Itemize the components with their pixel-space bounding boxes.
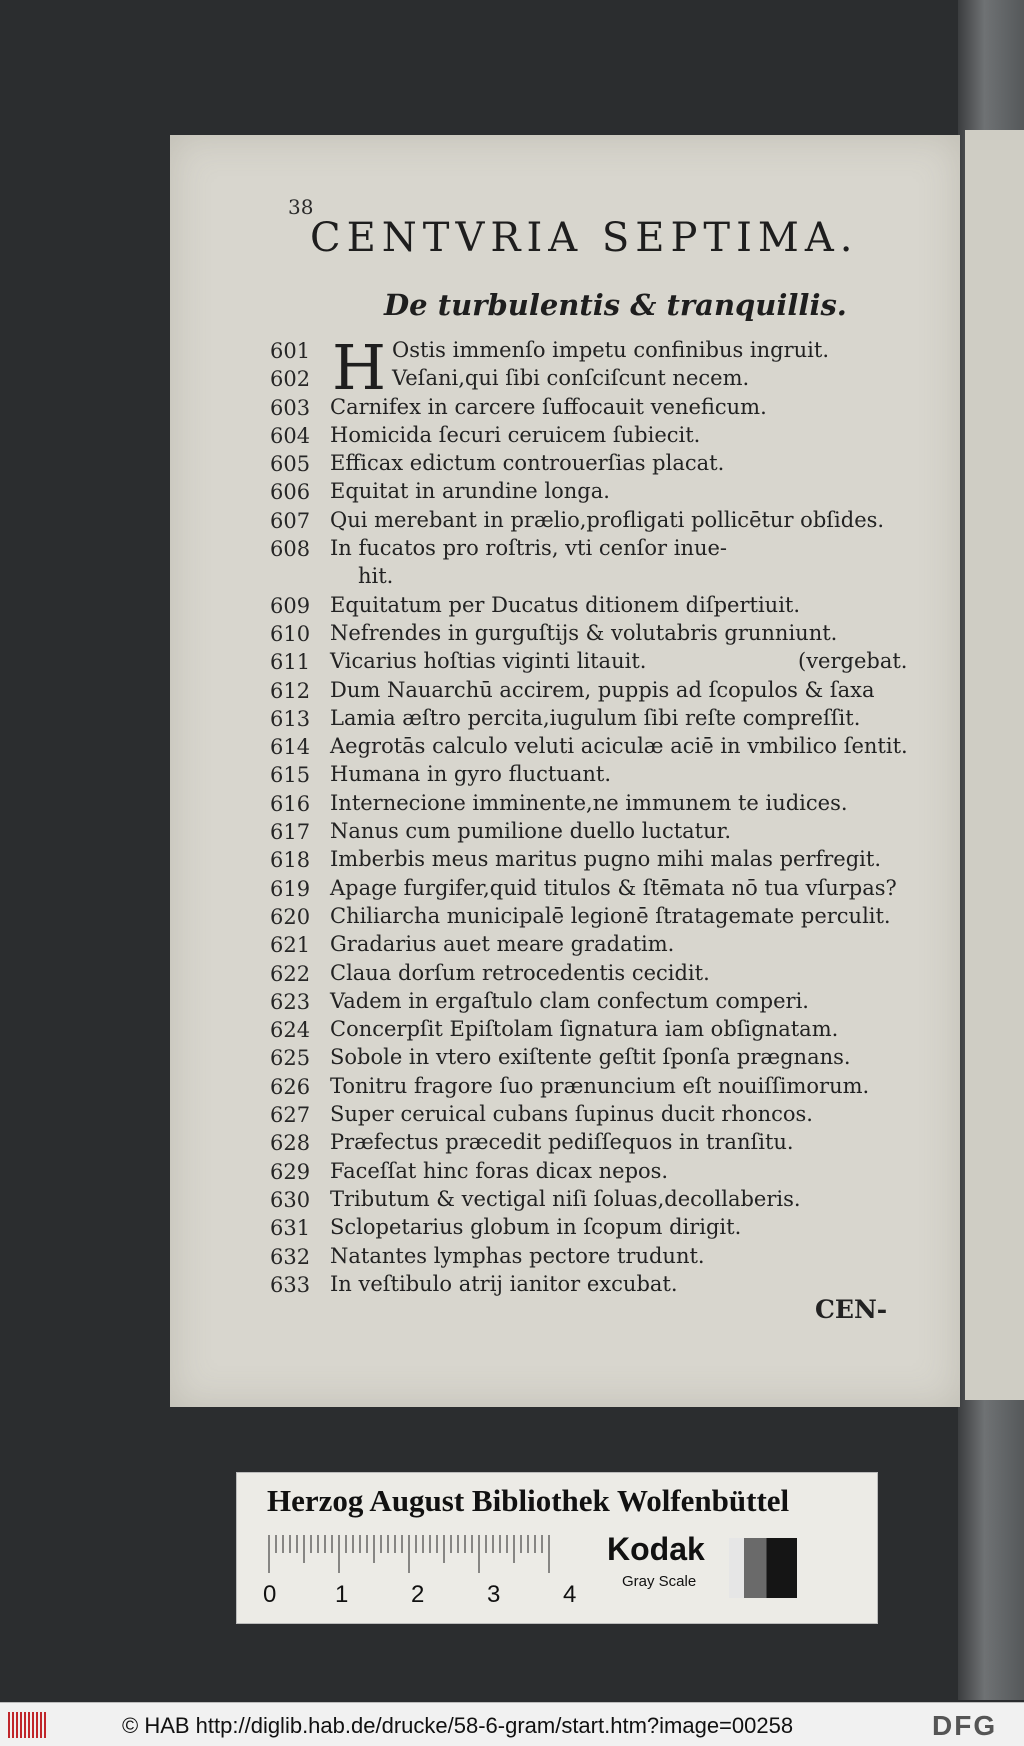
line-number: 612 [270,678,311,703]
sentence-line [170,703,960,731]
line-number: 631 [270,1216,311,1241]
line-number: 609 [270,593,311,618]
sentence-line [170,1184,960,1212]
sentence-line [170,958,960,986]
line-number: 618 [270,848,311,873]
sentence-list [170,331,960,1297]
scale-ruler [267,1533,557,1575]
sentence-line [170,759,960,787]
line-text: hit. [358,564,394,589]
copyright-url: © HAB http://diglib.hab.de/drucke/58-6-gram/start.htm?image=00258 [122,1713,794,1738]
line-number: 630 [270,1187,311,1212]
line-text: Aegrotās calculo veluti aciculæ aciē in vmbilico ſentit. [330,734,908,759]
line-text: Chiliarcha municipalē legionē ſtratagemate perculit. [330,903,891,928]
line-number: 617 [270,820,311,845]
line-number: 606 [270,480,311,505]
sentence-line [170,1127,960,1155]
line-number: 622 [270,961,311,986]
color-calibration-card [236,1472,878,1624]
sentence-line [170,1269,960,1297]
line-number: 604 [270,423,311,448]
library-name: Herzog August Bibliothek Wolfenbüttel [267,1483,790,1518]
line-text: Nanus cum pumilione duello luctatur. [330,819,732,844]
kodak-logo: Kodak [607,1531,705,1567]
line-text: Internecione imminente,ne immunem te iudices. [330,790,848,815]
line-number: 627 [270,1103,311,1128]
line-number: 603 [270,395,311,420]
line-number: 628 [270,1131,311,1156]
line-text: Natantes lymphas pectore trudunt. [330,1243,705,1268]
line-number: 605 [270,452,311,477]
sentence-line [170,1212,960,1240]
sentence-line [170,844,960,872]
running-head: CENTVRIA SEPTIMA. [310,215,859,261]
line-text: Præfectus præcedit pediſſequos in tranſitu. [330,1130,794,1155]
line-number: 619 [270,876,311,901]
adjacent-page [965,130,1024,1400]
line-text: Tonitru fragore ſuo prænuncium eſt nouiſſimorum. [330,1073,870,1098]
line-text: In fucatos pro roſtris, vti cenſor inue- [330,536,728,561]
footer-bar [0,1702,1024,1746]
line-text: Sclopetarius globum in ſcopum dirigit. [330,1215,742,1240]
line-text: Dum Nauarchū accirem, puppis ad ſcopulos & ſaxa [330,677,875,702]
line-number: 601 [270,339,311,363]
sentence-line [170,873,960,901]
dfg-logo: DFG [932,1710,998,1741]
line-text: Claua dorſum retrocedentis cecidit. [330,960,710,985]
sentence-line [170,618,960,646]
line-text: Apage furgifer,quid titulos & ſtēmata nō tua vſurpas? [330,875,897,900]
line-number: 613 [270,706,311,731]
line-number: 616 [270,791,311,816]
line-text: Nefrendes in gurguſtijs & volutabris grunniunt. [330,620,838,645]
line-number: 608 [270,537,311,562]
line-number: 614 [270,735,311,760]
line-number: 629 [270,1159,311,1184]
sentence-line [170,448,960,476]
line-text: Equitatum per Ducatus ditionem diſpertiuit. [330,592,801,617]
line-text: Faceſſat hinc foras dicax nepos. [330,1158,669,1183]
line-number: 632 [270,1244,311,1269]
sentence-line [170,1014,960,1042]
section-title: De turbulentis & tranquillis. [384,288,847,322]
line-number: 620 [270,904,311,929]
line-text: Gradarius auet meare gradatim. [330,932,675,957]
sentence-line [170,646,960,674]
line-text: Efficax edictum controuerſias placat. [330,451,725,476]
sentence-line [170,335,960,363]
line-text: Lamia æſtro percita,iugulum ſibi reſte compreſſit. [330,705,861,730]
sentence-line [170,816,960,844]
sentence-line [170,590,960,618]
sentence-line [170,363,960,391]
scale-label: 1 [335,1581,349,1608]
line-text: In veſtibulo atrij ianitor excubat. [330,1271,678,1296]
sentence-line [170,1241,960,1269]
sentence-line [170,505,960,533]
line-text: Vadem in ergaſtulo clam confectum comperi. [330,988,809,1013]
sentence-line [170,788,960,816]
hab-logo-icon [8,1712,48,1738]
scale-label: 0 [263,1581,277,1608]
line-number: 623 [270,989,311,1014]
sentence-line [170,929,960,957]
sentence-line [170,986,960,1014]
line-text: Equitat in arundine longa. [330,479,610,504]
line-text: Homicida ſecuri ceruicem ſubiecit. [330,422,701,447]
sentence-line [170,901,960,929]
line-text: Qui merebant in prælio,profligati pollicētur obſides. [330,507,885,532]
sentence-line [170,675,960,703]
sentence-line [170,1042,960,1070]
line-number: 611 [270,650,311,675]
line-number: 602 [270,367,311,392]
sentence-line [170,1156,960,1184]
line-text: Tributum & vectigal niſi ſoluas,decollaberis. [330,1186,801,1211]
line-number: 615 [270,763,311,788]
line-number: 625 [270,1046,311,1071]
line-text: Carnifex in carcere ſuffocauit veneficum. [330,394,767,419]
gray-scale-label: Gray Scale [622,1573,697,1590]
scale-label: 2 [411,1581,425,1608]
sentence-line [170,392,960,420]
scale-label: 3 [487,1581,501,1608]
sentence-line [170,731,960,759]
line-text: Super ceruical cubans ſupinus ducit rhoncos. [330,1102,813,1127]
drop-capital: H [332,331,387,404]
sentence-line [170,533,960,561]
sentence-line [170,476,960,504]
line-continuation: (vergebat. [798,649,908,674]
sentence-line [170,1071,960,1099]
line-text: Sobole in vtero exiſtente geſtit ſponſa prægnans. [330,1045,851,1070]
line-number: 624 [270,1018,311,1043]
gray-scale-patch [729,1538,797,1598]
line-text: Veſani,qui ſibi conſciſcunt necem. [392,366,750,391]
line-text: Ostis immenſo impetu confinibus ingruit. [392,338,830,362]
line-number: 607 [270,508,311,533]
sentence-line [170,420,960,448]
sentence-line [170,561,960,589]
line-number: 633 [270,1272,311,1297]
sentence-line [170,1099,960,1127]
line-number: 621 [270,933,311,958]
book-page [170,135,960,1407]
page-number: 38 [288,195,314,219]
line-number: 610 [270,621,311,646]
scale-label: 4 [563,1581,577,1608]
line-text: Imberbis meus maritus pugno mihi malas perfregit. [330,847,881,872]
catchword: CEN- [815,1295,888,1324]
line-text: Humana in gyro fluctuant. [330,762,611,787]
line-text: Vicarius hoſtias viginti litauit. [330,649,647,674]
line-number: 626 [270,1074,311,1099]
line-text: Concerpſit Epiſtolam ſignatura iam obſignatam. [330,1017,839,1042]
